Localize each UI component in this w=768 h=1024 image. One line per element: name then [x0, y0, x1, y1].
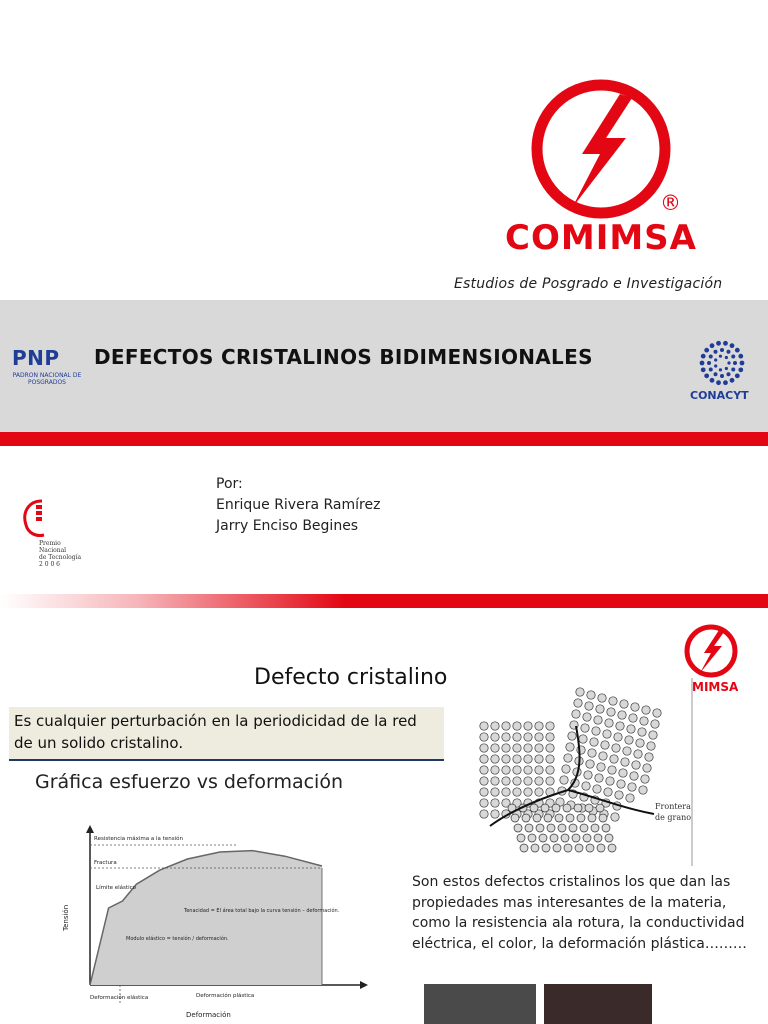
atom-dot: [651, 720, 659, 728]
graph-title: Gráfica esfuerzo vs deformación: [35, 771, 343, 793]
atom-dot: [597, 763, 605, 771]
atom-dot: [611, 813, 619, 821]
atom-dot: [615, 791, 623, 799]
atom-dot: [587, 691, 595, 699]
atom-dot: [491, 722, 499, 730]
atom-dot: [535, 766, 543, 774]
atom-dot: [564, 844, 572, 852]
atom-dot: [563, 804, 571, 812]
body-paragraph: Son estos defectos cristalinos los que dan las propiedades mas interesantes de la materia, como la resistencia ala rotura, la conductividad eléctrica, el color, la deformación plástica………: [412, 874, 747, 952]
atom-dot: [502, 788, 510, 796]
x-axis-label: Deformación: [186, 1011, 231, 1019]
atom-dot: [560, 776, 568, 784]
atom-dot: [524, 788, 532, 796]
x-axis-arrow: [360, 981, 368, 989]
atom-dot: [547, 824, 555, 832]
fracture-label: Fractura: [94, 860, 117, 866]
page-title: DEFECTOS CRISTALINOS BIDIMENSIONALES: [94, 345, 593, 369]
atom-dot: [480, 755, 488, 763]
atom-dot: [491, 799, 499, 807]
atom-dot: [626, 794, 634, 802]
atom-dot: [597, 844, 605, 852]
atom-dot: [640, 717, 648, 725]
atom-dot: [502, 733, 510, 741]
conacyt-logo-icon: [697, 338, 747, 388]
atom-dot: [553, 844, 561, 852]
definition-box: Es cualquier perturbación en la periodicidad de la red de un solido cristalino.: [9, 707, 444, 761]
atom-dot: [546, 722, 554, 730]
atom-dot: [491, 810, 499, 818]
atom-dot: [653, 709, 661, 717]
atom-dot: [579, 735, 587, 743]
atom-dot: [574, 804, 582, 812]
atom-dot: [603, 730, 611, 738]
plastic-region-label: Deformación plástica: [196, 993, 255, 999]
atom-dot: [645, 753, 653, 761]
atom-dot: [580, 824, 588, 832]
atom-dot: [595, 774, 603, 782]
atom-dot: [572, 710, 580, 718]
atom-dot: [541, 804, 549, 812]
atom-dot: [535, 722, 543, 730]
atom-dot: [596, 804, 604, 812]
atom-dot: [535, 755, 543, 763]
atom-dot: [511, 814, 519, 822]
atom-dot: [649, 731, 657, 739]
elastic-region-label: Deformación elástica: [90, 995, 149, 1001]
toughness-label: Tenacidad = El área total bajo la curva tensión – deformación.: [184, 908, 340, 914]
atom-dot: [583, 834, 591, 842]
modulus-label: Modulo elástico = tensión / deformación.: [126, 936, 229, 942]
atom-dot: [552, 804, 560, 812]
atom-dot: [642, 706, 650, 714]
atom-dot: [582, 782, 590, 790]
atom-dot: [491, 788, 499, 796]
atom-dot: [546, 744, 554, 752]
atom-dot: [513, 733, 521, 741]
atom-dot: [618, 711, 626, 719]
atom-dot: [546, 777, 554, 785]
atom-dot: [630, 772, 638, 780]
atom-dot: [480, 766, 488, 774]
atom-dot: [502, 777, 510, 785]
atom-dot: [524, 766, 532, 774]
atom-dot: [639, 786, 647, 794]
atom-dot: [491, 744, 499, 752]
atom-dot: [585, 702, 593, 710]
atom-dot: [647, 742, 655, 750]
atom-dot: [588, 749, 596, 757]
atom-dot: [628, 783, 636, 791]
atom-dot: [586, 760, 594, 768]
atom-dot: [593, 785, 601, 793]
y-axis-arrow: [86, 825, 94, 833]
atom-dot: [546, 766, 554, 774]
atom-dot: [605, 719, 613, 727]
atom-dot: [502, 722, 510, 730]
atom-dot: [627, 725, 635, 733]
atom-dot: [539, 834, 547, 842]
atom-dot: [558, 824, 566, 832]
atom-dot: [604, 788, 612, 796]
atom-dot: [480, 733, 488, 741]
atom-dot: [480, 722, 488, 730]
atom-dot: [594, 834, 602, 842]
authors-block: [216, 474, 380, 537]
atom-dot: [619, 769, 627, 777]
atom-dot: [609, 697, 617, 705]
atom-dot: [575, 844, 583, 852]
atom-dot: [546, 733, 554, 741]
atom-dot: [502, 744, 510, 752]
atom-dot: [625, 736, 633, 744]
atom-dot: [561, 834, 569, 842]
atom-dot: [601, 741, 609, 749]
atom-dot: [607, 708, 615, 716]
atom-dot: [524, 722, 532, 730]
atom-dot: [566, 743, 574, 751]
comimsa-logo-icon: [528, 76, 674, 222]
atom-dot: [524, 777, 532, 785]
crystal-dots: [480, 688, 661, 852]
atom-dot: [608, 844, 616, 852]
atom-dot: [588, 814, 596, 822]
max-stress-label: Resistencia máxima a la tensión: [94, 836, 183, 842]
atom-dot: [480, 810, 488, 818]
atom-dot: [620, 700, 628, 708]
conacyt-label: CONACYT: [690, 389, 749, 402]
atom-dot: [514, 824, 522, 832]
author-name: Jarry Enciso Begines: [216, 518, 359, 534]
atom-dot: [535, 777, 543, 785]
atom-dot: [513, 722, 521, 730]
atom-dot: [524, 755, 532, 763]
atom-dot: [480, 799, 488, 807]
atom-dot: [583, 713, 591, 721]
grain-boundary-figure: [472, 678, 694, 866]
atom-dot: [491, 755, 499, 763]
atom-dot: [629, 714, 637, 722]
atom-dot: [614, 733, 622, 741]
atom-dot: [606, 777, 614, 785]
atom-dot: [535, 788, 543, 796]
premio-logo-icon: [18, 497, 54, 541]
atom-dot: [530, 804, 538, 812]
atom-dot: [602, 824, 610, 832]
atom-dot: [513, 766, 521, 774]
atom-dot: [591, 824, 599, 832]
red-divider: [0, 432, 768, 446]
atom-dot: [566, 814, 574, 822]
atom-dot: [631, 703, 639, 711]
atom-dot: [525, 824, 533, 832]
atom-dot: [536, 824, 544, 832]
mimsa-label: MIMSA: [692, 680, 739, 694]
atom-dot: [621, 758, 629, 766]
fade-divider: [0, 594, 768, 608]
registered-mark: ®: [660, 191, 681, 215]
atom-dot: [528, 834, 536, 842]
atom-dot: [550, 834, 558, 842]
atom-dot: [569, 824, 577, 832]
atom-dot: [632, 761, 640, 769]
atom-dot: [491, 777, 499, 785]
atom-dot: [617, 780, 625, 788]
atom-dot: [544, 814, 552, 822]
atom-dot: [599, 814, 607, 822]
by-label: Por:: [216, 476, 243, 492]
atom-dot: [584, 771, 592, 779]
atom-dot: [594, 716, 602, 724]
atom-dot: [520, 844, 528, 852]
comimsa-small-logo-icon: [682, 622, 740, 680]
pnp-logo: PNP: [12, 346, 60, 370]
atom-dot: [576, 688, 584, 696]
atom-dot: [574, 699, 582, 707]
atom-dot: [564, 754, 572, 762]
stress-strain-chart: [50, 813, 370, 1021]
atom-dot: [533, 814, 541, 822]
atom-dot: [524, 744, 532, 752]
atom-dot: [502, 766, 510, 774]
atom-dot: [592, 727, 600, 735]
photo-image: [544, 984, 652, 1024]
atom-dot: [616, 722, 624, 730]
atom-dot: [568, 732, 576, 740]
atom-dot: [605, 834, 613, 842]
atom-dot: [562, 765, 570, 773]
atom-dot: [581, 724, 589, 732]
grain-boundary-label: Frontera de grano: [655, 802, 692, 822]
atom-dot: [502, 755, 510, 763]
atom-dot: [524, 733, 532, 741]
atom-dot: [535, 744, 543, 752]
y-axis-label: Tensión: [62, 904, 70, 931]
atom-dot: [643, 764, 651, 772]
atom-dot: [531, 844, 539, 852]
atom-dot: [522, 814, 530, 822]
premio-text: Premio Nacional de Tecnología 2 0 0 6: [39, 540, 82, 568]
atom-dot: [596, 705, 604, 713]
atom-dot: [610, 755, 618, 763]
atom-dot: [513, 777, 521, 785]
atom-dot: [517, 834, 525, 842]
slide-title: Defecto cristalino: [254, 665, 448, 690]
atom-dot: [513, 788, 521, 796]
atom-dot: [572, 834, 580, 842]
atom-dot: [480, 744, 488, 752]
atom-dot: [623, 747, 631, 755]
atom-dot: [638, 728, 646, 736]
author-name: Enrique Rivera Ramírez: [216, 497, 381, 513]
atom-dot: [599, 752, 607, 760]
subtitle: Estudios de Posgrado e Investigación: [454, 276, 723, 292]
atom-dot: [480, 788, 488, 796]
atom-dot: [480, 777, 488, 785]
content-slide: [0, 608, 768, 1024]
yield-label: Límite elástico: [96, 885, 136, 891]
atom-dot: [513, 744, 521, 752]
curve-area: [90, 851, 322, 985]
atom-dot: [586, 844, 594, 852]
atom-dot: [513, 755, 521, 763]
atom-dot: [634, 750, 642, 758]
atom-dot: [585, 804, 593, 812]
photo-image: [424, 984, 536, 1024]
pnp-subtitle: PADRON NACIONAL DE POSGRADOS: [12, 372, 82, 386]
atom-dot: [608, 766, 616, 774]
atom-dot: [577, 814, 585, 822]
atom-dot: [612, 744, 620, 752]
atom-dot: [598, 694, 606, 702]
atom-dot: [590, 738, 598, 746]
atom-dot: [542, 844, 550, 852]
atom-dot: [491, 766, 499, 774]
atom-dot: [491, 733, 499, 741]
atom-dot: [546, 755, 554, 763]
atom-dot: [555, 814, 563, 822]
atom-dot: [641, 775, 649, 783]
atom-dot: [535, 733, 543, 741]
brand-name: COMIMSA: [505, 218, 697, 258]
atom-dot: [636, 739, 644, 747]
